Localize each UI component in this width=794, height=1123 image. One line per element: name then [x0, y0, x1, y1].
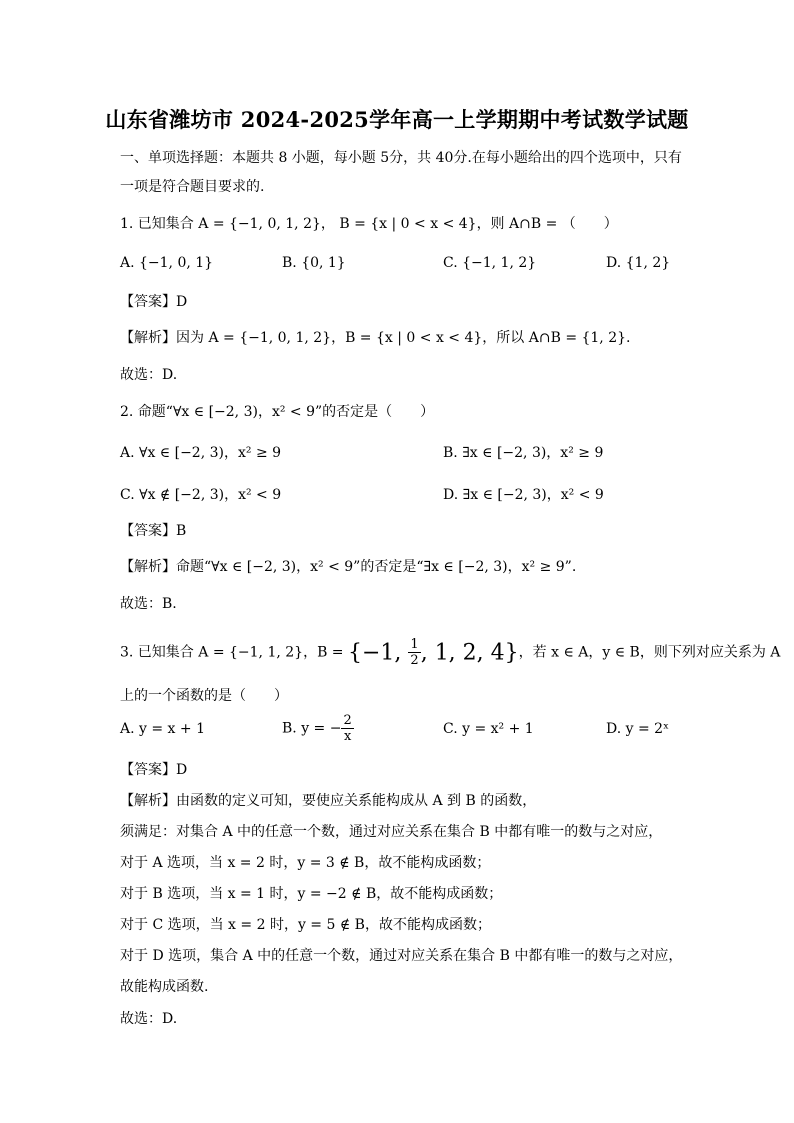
- q2-answer: 【答案】B: [120, 523, 187, 539]
- q1-set-a: A = {−1, 0, 1, 2}: [198, 216, 321, 232]
- q3-analysis-line5: 对于 C 选项，当 x = 2 时，y = 5 ∉ B，故不能构成函数；: [120, 917, 491, 933]
- q1-option-b: B. {0, 1}: [282, 255, 346, 271]
- q2-option-b: B. ∃x ∈ [−2, 3)，x² ≥ 9: [443, 445, 604, 461]
- q3-stem-c: ，若 x ∈ A，y ∈ B，则下列对应关系为 A: [518, 644, 781, 661]
- q3-option-b-prefix: B. y = −: [282, 720, 342, 737]
- q3-option-c: C. y = x² + 1: [443, 721, 534, 737]
- q3-fraction-denominator: 2: [410, 653, 419, 668]
- q3-analysis-line2: 须满足：对集合 A 中的任意一个数，通过对应关系在集合 B 中都有唯一的数与之对应，: [120, 824, 663, 840]
- q3-analysis-line7: 故能构成函数.: [120, 979, 209, 995]
- q1-stem-b: ，: [320, 216, 340, 232]
- q2-stem: 2. 命题“∀x ∈ [−2, 3)，x² < 9”的否定是（ ）: [120, 404, 435, 420]
- q1-stem-c: ，则 A∩B = （ ）: [476, 216, 618, 232]
- q3-fraction-half: [408, 637, 420, 668]
- q3-option-b-fraction: [341, 713, 353, 744]
- q1-option-a: A. {−1, 0, 1}: [120, 255, 214, 271]
- q3-option-b: [282, 713, 354, 744]
- section-heading-line1: 一、单项选择题：本题共 8 小题，每小题 5分，共 40分.在每小题给出的四个选项中，只有: [120, 150, 682, 166]
- q2-option-d: D. ∃x ∈ [−2, 3)，x² < 9: [443, 487, 604, 503]
- q3-answer: 【答案】D: [120, 762, 188, 778]
- q1-conclusion: 故选：D.: [120, 367, 178, 383]
- q3-analysis-line4: 对于 B 选项，当 x = 1 时，y = −2 ∉ B，故不能构成函数；: [120, 886, 503, 902]
- q1-analysis: 【解析】因为 A = {−1, 0, 1, 2}，B = {x | 0 < x < 4}，所以 A∩B = {1, 2}.: [120, 330, 631, 346]
- q1-option-c: C. {−1, 1, 2}: [443, 255, 537, 271]
- q2-analysis: 【解析】命题“∀x ∈ [−2, 3)，x² < 9”的否定是“∃x ∈ [−2, 3)，x² ≥ 9”.: [120, 559, 577, 575]
- q3-option-d: D. y = 2ˣ: [606, 721, 670, 737]
- q1-stem-a: 1. 已知集合: [120, 216, 199, 232]
- q3-set-b-open: {−1,: [348, 640, 409, 666]
- q3-fraction-numerator: 1: [410, 637, 419, 652]
- q1-option-d: D. {1, 2}: [606, 255, 671, 271]
- q3-option-a: A. y = x + 1: [120, 721, 205, 737]
- q3-analysis-line3: 对于 A 选项，当 x = 2 时，y = 3 ∉ B，故不能构成函数；: [120, 855, 491, 871]
- q1-answer: 【答案】D: [120, 294, 188, 310]
- q3-stem-line2: 上的一个函数的是（ ）: [120, 688, 288, 704]
- q2-option-a: A. ∀x ∈ [−2, 3)，x² ≥ 9: [120, 445, 282, 461]
- q2-option-c: C. ∀x ∉ [−2, 3)，x² < 9: [120, 487, 282, 503]
- q3-stem-a: 3. 已知集合 A = {−1, 1, 2}，B =: [120, 644, 348, 661]
- q3-option-b-denominator: x: [343, 729, 352, 744]
- q1-stem: [120, 213, 618, 233]
- q3-stem: [120, 637, 780, 668]
- q2-conclusion: 故选：B.: [120, 596, 177, 612]
- q1-set-b: B = {x | 0 < x < 4}: [339, 216, 477, 232]
- q3-analysis-line1: 【解析】由函数的定义可知，要使应关系能构成从 A 到 B 的函数，: [120, 793, 537, 809]
- q3-set-b-close: , 1, 2, 4}: [420, 640, 519, 666]
- q3-option-b-numerator: 2: [343, 713, 352, 728]
- section-heading-line2: 一项是符合题目要求的.: [120, 179, 265, 195]
- q3-conclusion: 故选：D.: [120, 1011, 178, 1027]
- q3-analysis-line6: 对于 D 选项，集合 A 中的任意一个数，通过对应关系在集合 B 中都有唯一的数与之对应，: [120, 948, 683, 964]
- page-title: 山东省潍坊市 2024-2025学年高一上学期期中考试数学试题: [105, 107, 689, 132]
